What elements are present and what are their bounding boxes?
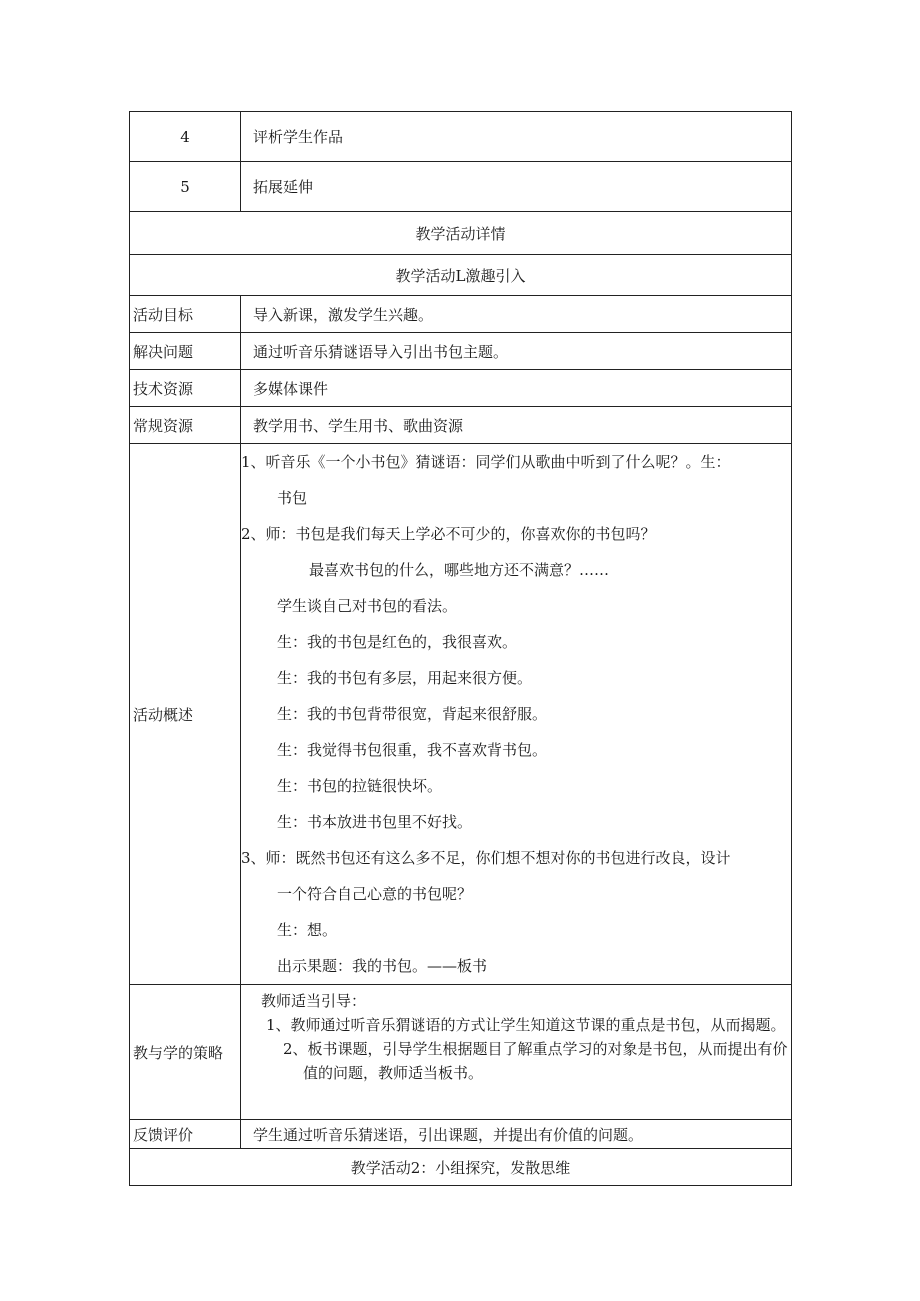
strategy-row	[130, 985, 792, 1120]
overview-line: 3、师：既然书包还有这么多不足，你们想不想对你的书包进行改良，设计	[241, 849, 731, 867]
step-row	[130, 112, 792, 162]
regular-resource-value: 教学用书、学生用书、歌曲资源	[241, 407, 792, 444]
strategy-content	[241, 985, 792, 1120]
lesson-plan-table	[129, 111, 792, 1186]
overview-line: 学生谈自己对书包的看法。	[277, 597, 458, 615]
activity2-title-row	[130, 1149, 792, 1186]
step-text: 评析学生作品	[241, 112, 792, 162]
activity2-title: 教学活动2：小组探究，发散思维	[130, 1149, 792, 1186]
goal-value: 导入新课，激发学生兴趣。	[241, 296, 792, 333]
regular-resource-row	[130, 407, 792, 444]
overview-row	[130, 444, 792, 985]
step-text: 拓展延伸	[241, 162, 792, 212]
activity1-title-row	[130, 255, 792, 296]
overview-content	[241, 444, 792, 985]
strategy-label: 教与学的策略	[130, 985, 241, 1120]
overview-line: 一个符合自己心意的书包呢？	[277, 885, 473, 903]
tech-resource-value: 多媒体课件	[241, 370, 792, 407]
overview-line: 书包	[277, 489, 308, 507]
overview-line: 出示果题：我的书包。——板书	[277, 957, 488, 975]
problem-value: 通过听音乐猜谜语导入引出书包主题。	[241, 333, 792, 370]
overview-line: 生：我的书包是红色的，我很喜欢。	[277, 633, 518, 651]
activity1-title: 教学活动L激趣引入	[130, 255, 792, 296]
overview-label: 活动概述	[130, 444, 241, 985]
section-title: 教学活动详情	[130, 212, 792, 255]
feedback-value: 学生通过听音乐猜迷语，引出课题，并提出有价值的问题。	[241, 1120, 792, 1149]
section-title-row	[130, 212, 792, 255]
problem-label: 解决问题	[130, 333, 241, 370]
tech-resource-row	[130, 370, 792, 407]
strategy-heading: 教师适当引导：	[261, 992, 367, 1010]
overview-line: 生：我觉得书包很重，我不喜欢背书包。	[277, 741, 548, 759]
feedback-label: 反馈评价	[130, 1120, 241, 1149]
goal-row	[130, 296, 792, 333]
regular-resource-label: 常规资源	[130, 407, 241, 444]
overview-line: 生：我的书包有多层，用起来很方便。	[277, 669, 533, 687]
strategy-item: 2、板书课题，引导学生根据题目了解重点学习的对象是书包，从而提出有价值的问题，教师适当板书。	[283, 1040, 788, 1082]
overview-line: 生：想。	[277, 921, 338, 939]
overview-line: 生：书本放进书包里不好找。	[277, 813, 473, 831]
overview-line: 2、师：书包是我们每天上学必不可少的，你喜欢你的书包吗？	[241, 525, 656, 543]
overview-line: 生：书包的拉链很快坏。	[277, 777, 443, 795]
strategy-item: 1、教师通过听音乐猬谜语的方式让学生知道这节课的重点是书包，从而揭题。	[266, 1016, 786, 1034]
step-row	[130, 162, 792, 212]
overview-line: 生：我的书包背带很宽，背起来很舒服。	[277, 705, 548, 723]
step-number: 4	[130, 112, 241, 162]
goal-label: 活动目标	[130, 296, 241, 333]
feedback-row	[130, 1120, 792, 1149]
overview-line: 最喜欢书包的什么，哪些地方还不满意？……	[309, 561, 610, 579]
overview-line: 1、听音乐《一个小书包》猜谜语：同学们从歌曲中听到了什么呢？。生：	[241, 453, 731, 471]
tech-resource-label: 技术资源	[130, 370, 241, 407]
step-number: 5	[130, 162, 241, 212]
problem-row	[130, 333, 792, 370]
